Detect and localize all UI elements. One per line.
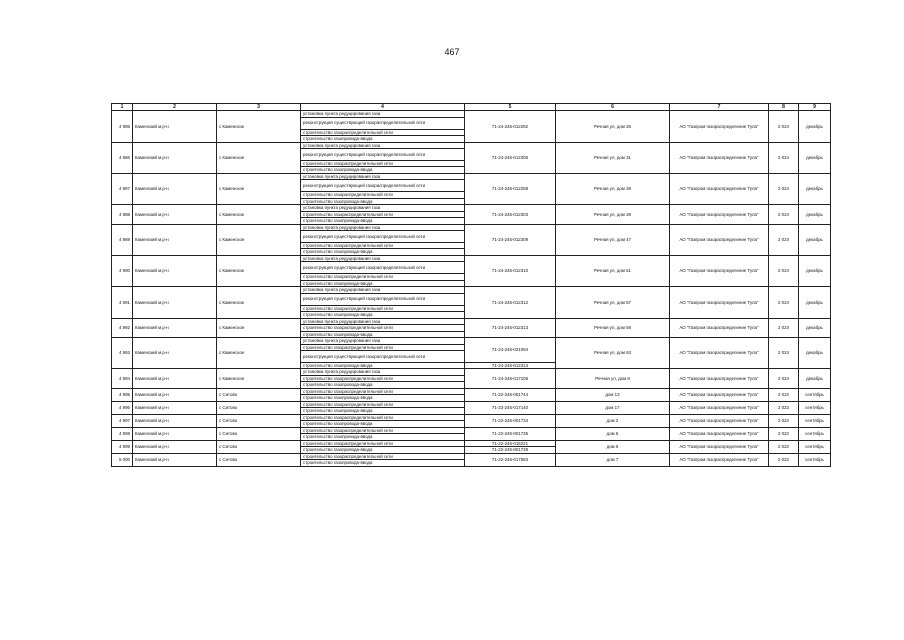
work-item: строительство газопровода-ввода [301,312,465,319]
col-header: 5 [465,104,556,111]
work-item: строительство газораспределительной сети [301,211,465,218]
table-row [112,388,831,395]
work-item: строительство газораспределительной сети [301,440,465,447]
district-cell: Каменский м.р-н [133,111,217,142]
locality-cell: с Каменское [217,255,301,286]
locality-cell: с Ситово [217,427,301,440]
address-cell: дом 13 [556,388,670,401]
locality-cell: с Каменское [217,142,301,173]
work-item: строительство газораспределительной сети [301,305,465,312]
work-item: строительство газопровода-ввода [301,395,465,402]
row-number: 4 989 [112,224,133,255]
month-cell: сентябрь [799,427,831,440]
cadastre-cell: 71-22-245-017583 [465,453,556,466]
work-item: строительство газораспределительной сети [301,375,465,382]
row-number: 4 999 [112,440,133,453]
cadastre-cell: 71-22-245-001735 [465,427,556,440]
locality-cell: с Ситово [217,440,301,453]
work-item: установка пункта редуцирования газа [301,173,465,180]
work-item: установка пункта редуцирования газа [301,142,465,149]
locality-cell: с Каменское [217,111,301,142]
work-item: установка пункта редуцирования газа [301,318,465,325]
organization-cell: АО "Газпром газораспределение Тула" [670,388,769,401]
year-cell: 2 024 [769,287,799,318]
address-cell: дом 5 [556,427,670,440]
table-row [112,401,831,408]
locality-cell: с Каменское [217,338,301,369]
row-number: 4 995 [112,388,133,401]
work-item: установка пункта редуцирования газа [301,255,465,262]
work-item: строительство газораспределительной сети [301,414,465,421]
col-header: 1 [112,104,133,111]
work-item: строительство газопровода-ввода [301,198,465,205]
col-header: 3 [217,104,301,111]
work-item: установка пункта редуцирования газа [301,338,465,345]
organization-cell: АО "Газпром газораспределение Тула" [670,205,769,225]
organization-cell: АО "Газпром газораспределение Тула" [670,224,769,255]
cadastre-cell: 71-24-245-012303 [465,205,556,225]
cadastre-cell: 71-24-245-012298 [465,173,556,204]
table-row [112,255,831,262]
work-item: реконструкция существующей газораспределительной сети [301,351,465,363]
work-item: строительство газопровода-ввода [301,382,465,389]
year-cell: 2 024 [769,142,799,173]
district-cell: Каменский м.р-н [133,318,217,338]
district-cell: Каменский м.р-н [133,414,217,427]
work-item: реконструкция существующей газораспределительной сети [301,262,465,274]
work-item: строительство газораспределительной сети [301,242,465,249]
year-cell: 2 024 [769,111,799,142]
cadastre-cell: 71-22-245-016221 [465,440,556,447]
address-cell: Речная ул, дом 31 [556,142,670,173]
work-item: строительство газопровода-ввода [301,362,465,369]
district-cell: Каменский м.р-н [133,338,217,369]
work-item: реконструкция существующей газораспределительной сети [301,231,465,243]
row-number: 4 991 [112,287,133,318]
work-item: установка пункта редуцирования газа [301,205,465,212]
year-cell: 2 022 [769,414,799,427]
table-row [112,414,831,421]
work-item: реконструкция существующей газораспределительной сети [301,180,465,192]
year-cell: 2 024 [769,338,799,369]
address-cell: Речная ул, дом 51 [556,255,670,286]
cadastre-cell: 71-24-245-012306 [465,142,556,173]
district-cell: Каменский м.р-н [133,401,217,414]
organization-cell: АО "Газпром газораспределение Тула" [670,111,769,142]
address-cell: Речная ул, дом 63 [556,338,670,369]
work-item: строительство газораспределительной сети [301,192,465,199]
cadastre-cell: 71-22-245-001734 [465,414,556,427]
row-number: 4 997 [112,414,133,427]
work-item: строительство газопровода-ввода [301,408,465,415]
month-cell: декабрь [799,369,831,389]
organization-cell: АО "Газпром газораспределение Тула" [670,173,769,204]
organization-cell: АО "Газпром газораспределение Тула" [670,338,769,369]
month-cell: сентябрь [799,414,831,427]
locality-cell: с Ситово [217,388,301,401]
address-cell: Речная ул, дом 38 [556,173,670,204]
table-row [112,205,831,212]
month-cell: сентябрь [799,440,831,453]
locality-cell: с Каменское [217,224,301,255]
organization-cell: АО "Газпром газораспределение Тула" [670,142,769,173]
month-cell: декабрь [799,205,831,225]
work-item: строительство газораспределительной сети [301,427,465,434]
row-number: 4 985 [112,111,133,142]
table-row [112,338,831,345]
row-number: 5 000 [112,453,133,466]
col-header: 6 [556,104,670,111]
work-item: установка пункта редуцирования газа [301,111,465,118]
organization-cell: АО "Газпром газораспределение Тула" [670,287,769,318]
district-cell: Каменский м.р-н [133,369,217,389]
work-item: строительство газораспределительной сети [301,388,465,395]
year-cell: 2 022 [769,401,799,414]
table-row [112,369,831,376]
address-cell: Речная ул, дом 57 [556,287,670,318]
work-item: строительство газораспределительной сети [301,160,465,167]
organization-cell: АО "Газпром газораспределение Тула" [670,255,769,286]
row-number: 4 988 [112,205,133,225]
month-cell: декабрь [799,338,831,369]
locality-cell: с Ситово [217,414,301,427]
cadastre-cell: 71-24-245-012314 [465,362,556,369]
col-header: 2 [133,104,217,111]
cadastre-cell: 71-24-245-012310 [465,255,556,286]
year-cell: 2 024 [769,369,799,389]
locality-cell: с Каменское [217,205,301,225]
month-cell: декабрь [799,224,831,255]
district-cell: Каменский м.р-н [133,255,217,286]
row-number: 4 990 [112,255,133,286]
work-item: установка пункта редуцирования газа [301,287,465,294]
locality-cell: с Каменское [217,318,301,338]
cadastre-cell: 71-24-245-017106 [465,369,556,389]
district-cell: Каменский м.р-н [133,205,217,225]
work-item: строительство газораспределительной сети [301,274,465,281]
col-header: 4 [301,104,465,111]
address-cell: Речная ул, дом 39 [556,205,670,225]
year-cell: 2 022 [769,427,799,440]
work-item: строительство газопровода-ввода [301,218,465,225]
work-item: строительство газопровода-ввода [301,249,465,256]
year-cell: 2 024 [769,224,799,255]
col-header: 8 [769,104,799,111]
organization-cell: АО "Газпром газораспределение Тула" [670,369,769,389]
month-cell: сентябрь [799,388,831,401]
table-row [112,287,831,294]
district-cell: Каменский м.р-н [133,388,217,401]
work-item: установка пункта редуцирования газа [301,369,465,376]
address-cell: Речная ул, дом 8 [556,369,670,389]
row-number: 4 992 [112,318,133,338]
year-cell: 2 024 [769,173,799,204]
table-body [112,111,831,467]
address-cell: Речная ул, дом 59 [556,318,670,338]
work-item: реконструкция существующей газораспределительной сети [301,149,465,161]
district-cell: Каменский м.р-н [133,142,217,173]
table-row [112,111,831,118]
organization-cell: АО "Газпром газораспределение Тула" [670,453,769,466]
month-cell: сентябрь [799,453,831,466]
row-number: 4 993 [112,338,133,369]
cadastre-cell: 71-24-245-012313 [465,318,556,338]
col-header: 7 [670,104,769,111]
organization-cell: АО "Газпром газораспределение Тула" [670,401,769,414]
district-cell: Каменский м.р-н [133,173,217,204]
row-number: 4 996 [112,401,133,414]
locality-cell: с Каменское [217,369,301,389]
row-number: 4 994 [112,369,133,389]
address-cell: дом 2 [556,414,670,427]
col-header: 9 [799,104,831,111]
work-item: установка пункта редуцирования газа [301,224,465,231]
work-item: строительство газопровода-ввода [301,460,465,467]
cadastre-cell: 71-24-245-021094 [465,338,556,363]
year-cell: 2 024 [769,205,799,225]
organization-cell: АО "Газпром газораспределение Тула" [670,414,769,427]
organization-cell: АО "Газпром газораспределение Тула" [670,318,769,338]
work-item: строительство газопровода-ввода [301,447,465,454]
month-cell: декабрь [799,287,831,318]
cadastre-cell: 71-24-245-012312 [465,287,556,318]
district-cell: Каменский м.р-н [133,427,217,440]
table-row [112,173,831,180]
work-item: реконструкция существующей газораспределительной сети [301,293,465,305]
table-row [112,224,831,231]
table-row [112,318,831,325]
year-cell: 2 022 [769,388,799,401]
work-item: строительство газораспределительной сети [301,344,465,351]
work-item: строительство газораспределительной сети [301,401,465,408]
month-cell: декабрь [799,255,831,286]
cadastre-cell: 71-24-245-012309 [465,224,556,255]
register-table [111,103,831,467]
work-item: строительство газораспределительной сети [301,129,465,136]
work-item: строительство газопровода-ввода [301,421,465,428]
locality-cell: с Каменское [217,173,301,204]
month-cell: декабрь [799,318,831,338]
district-cell: Каменский м.р-н [133,440,217,453]
locality-cell: с Каменское [217,287,301,318]
year-cell: 2 024 [769,255,799,286]
work-item: реконструкция существующей газораспределительной сети [301,117,465,129]
work-item: строительство газопровода-ввода [301,331,465,338]
cadastre-cell: 71-22-245-001744 [465,388,556,401]
page-number: 467 [444,47,460,57]
table-row [112,453,831,460]
district-cell: Каменский м.р-н [133,224,217,255]
month-cell: декабрь [799,173,831,204]
organization-cell: АО "Газпром газораспределение Тула" [670,440,769,453]
address-cell: дом 17 [556,401,670,414]
work-item: строительство газопровода-ввода [301,434,465,441]
row-number: 4 987 [112,173,133,204]
work-item: строительство газораспределительной сети [301,325,465,332]
work-item: строительство газопровода-ввода [301,280,465,287]
work-item: строительство газораспределительной сети [301,453,465,460]
cadastre-cell: 71-22-245-001738 [465,447,556,454]
locality-cell: с Ситово [217,401,301,414]
table-row [112,427,831,434]
month-cell: сентябрь [799,401,831,414]
year-cell: 2 024 [769,318,799,338]
address-cell: дом 7 [556,453,670,466]
row-number: 4 986 [112,142,133,173]
cadastre-cell: 71-24-245-012292 [465,111,556,142]
organization-cell: АО "Газпром газораспределение Тула" [670,427,769,440]
table-header-row [112,104,831,111]
month-cell: декабрь [799,111,831,142]
address-cell: Речная ул, дом 47 [556,224,670,255]
district-cell: Каменский м.р-н [133,453,217,466]
year-cell: 2 022 [769,440,799,453]
address-cell: дом 6 [556,440,670,453]
month-cell: декабрь [799,142,831,173]
year-cell: 2 022 [769,453,799,466]
address-cell: Речная ул, дом 26 [556,111,670,142]
work-item: строительство газопровода-ввода [301,136,465,143]
locality-cell: с Ситово [217,453,301,466]
work-item: строительство газопровода-ввода [301,167,465,174]
cadastre-cell: 71-22-245-017140 [465,401,556,414]
table-row [112,142,831,149]
district-cell: Каменский м.р-н [133,287,217,318]
row-number: 4 998 [112,427,133,440]
